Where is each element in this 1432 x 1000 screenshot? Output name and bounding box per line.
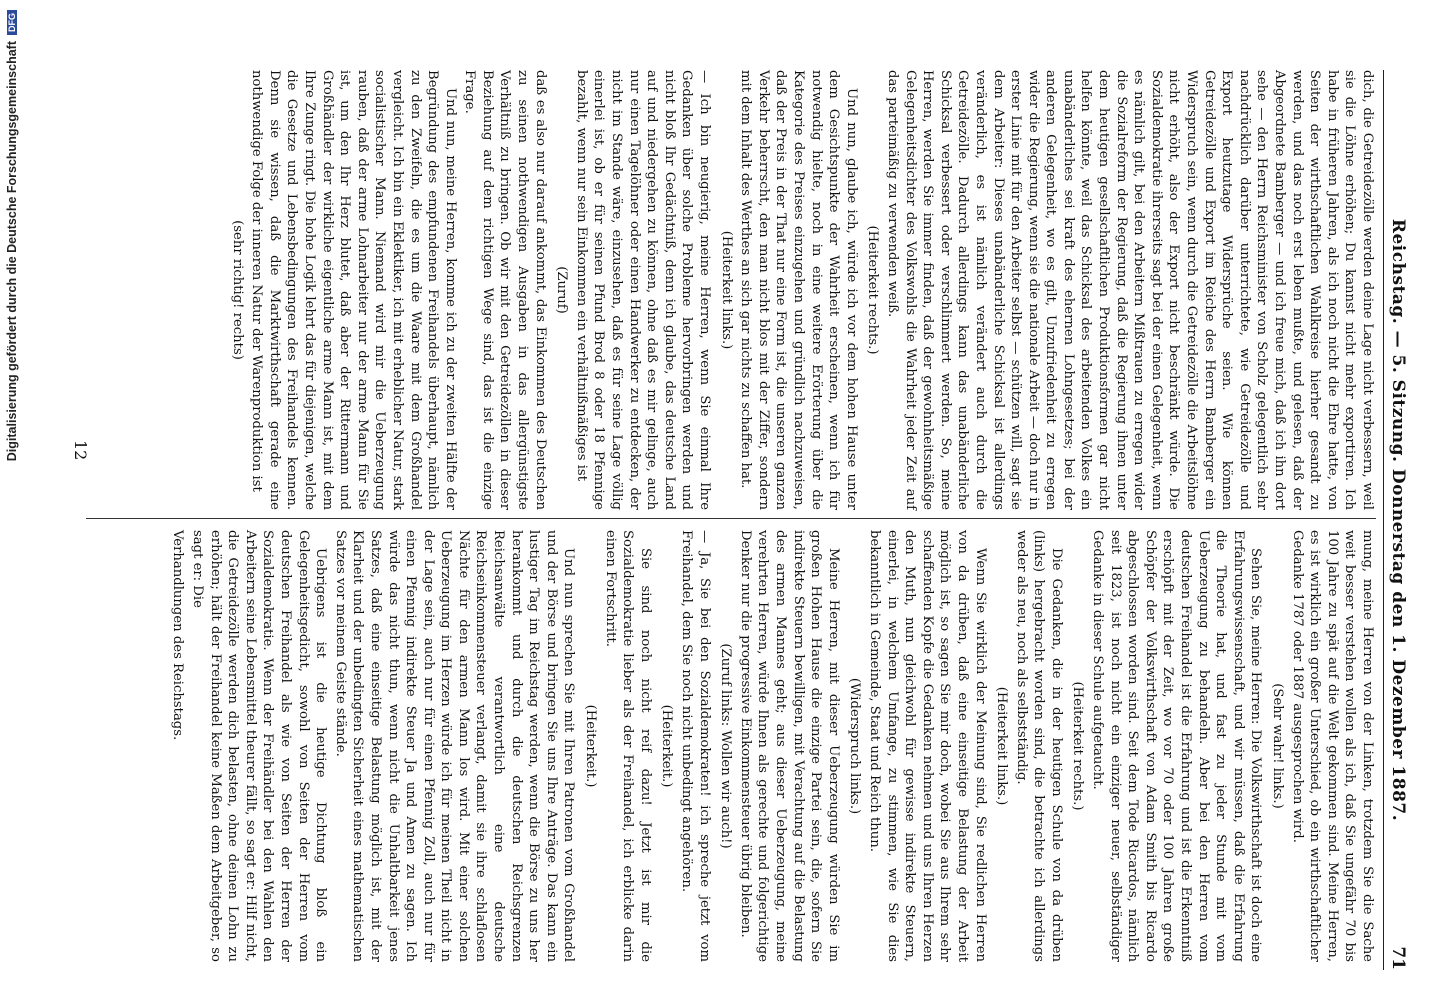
interjection: (Heiterkeit links.) <box>718 230 734 350</box>
page-number: 71 <box>1388 946 1408 970</box>
interjection: (Heiterkeit rechts.) <box>865 225 881 355</box>
interjection: (Heiterkeit rechts.) <box>1070 681 1086 811</box>
paragraph: Verhandlungen des Reichstags. <box>170 530 186 741</box>
paragraph: — Ich bin neugierig, meine Herren, wenn Sie einmal Ihre Gedanken über solche Probleme hervorbringen werden und nicht bloß Ihr Gedächtniß, denn ich glaube, das deutsche Land auf und niedergehen zu können, ohne daß es mir gelinge, auch nur einen Tagelöhner oder einen Handwerker zu entdecken, der nicht im Stande wäre, einzusehen, daß es für seine Lage völlig einerlei ist, ob er für seinen Pfund Brod 8 oder 18 Pfennige bezahlt, wenn nur sein Einkommen ein verhältnißmäßiges ist <box>573 70 713 510</box>
interjection: (Heiterkeit.) <box>659 704 675 788</box>
paragraph: Und nun, meine Herren, komme ich zu der zweiten Hälfte der Begründung des empfundenen Freihandels überhaupt, nämlich zu den Zweifeln, die es um die Waare mit dem Großhandel vergleicht. Ich bin ein Eklektiker, ich mit erheblicher Natur, stark socialistischer Mann. Niemand wird mir die Ueberzeugung rauben, daß der arme Lohnarbeiter nur der arme Mann für Sie ist, um den Ihr Herz blutet, daß aber der Rittermann und Großhändler der wirkliche eigentliche arme Mann ist, mit dem Ihre Zunge ringt. Die hohe Logik lehrt das für diejenigen, welche die Gesetze und Lebensbedingungen des Freihandels kennen. Denn sie wissen, daß die Marktwirthschaft gerade eine nothwendige Folge der inneren Natur der Warenproduktion ist <box>249 70 458 510</box>
interjection: (Zuruf) <box>554 266 570 314</box>
paragraph: dich, die Getreidezölle werden deine Lage nicht verbessern, weil sie die Löhne erhöhen; Du kannst nicht mehr exportiren. Ich habe in früheren Jahren, als ich noch nicht die Ehre hatte, von Seiten der wirthschaftlichen Wahlkreise hierher gesandt zu werden, und das noch erst leben mußte, und gelesen, daß der Abgeordnete Bamberger — und ich freue mich, daß ich ihn dort sehe — den Herrn Reichsminister von Scholz gelegentlich sehr nachdrücklich darüber unterrichtete, wie Getreidezölle und Export heutzutage Widersprüche seien. Wie können Getreidezölle und Export im Reiche des Herrn Bamberger ein Widerspruch sein, wenn durch die Getreidezölle die Arbeitslöhne nicht erhöht, also der Export nicht beschränkt würde. Die Sozialdemokratie ihrerseits sagt bei der einen Gelegenheit, wenn es nämlich gilt, bei den Arbeitern Mißtrauen zu erregen wider die Sozialreform der Regierung, daß die Regierung ihnen unter dem heutigen gesellschaftlichen Produktionsformen gar nicht helfen könnte, weil das Schicksal des arbeitenden Volkes ein unabänderliches sei kraft des ehernen Lohngesetzes; bei der anderen Gelegenheit, wo es gilt, Unzufriedenheit zu erregen wider die Regierung, wenn sie die nationale Arbeit — doch nur in erster Linie mit für den Arbeiter selbst — schützen will, sagt sie dem Arbeiter: Dieses unabänderliche Schicksal ist allerdings veränderlich, es ist nämlich verändert auch durch die Getreidezölle. Dadurch allerdings kann das unabänderliche Schicksal verbessert oder verschlimmert werden. So, meine Herren, werden Sie immer finden, daß der gewohnheitsmäßige Gelegenheitsdichter des Volkswohls die Wahrheit jeder Zeit auf das parteimäßig zu verwenden weiß. <box>884 70 1375 510</box>
paragraph: Sehen Sie, meine Herren: Die Volkswirthschaft ist doch eine Erfahrungswissenschaft, und wir müssen, daß die Erfahrung die Theorie hat, und fast zu jeder Stunde mit vom Ueberzeugung zu behandeln. Aber bei den Herren vom deutschen Freihandel ist die Erfahrung und ist die Erkenntniß erschöpft mit der Zeit, wo vor 70 oder 100 Jahren große Schöpfer der Volkswirthschaft von Adam Smith bis Ricardo abgeschlossen worden sind. Seit dem Tode Ricardos, nämlich seit 1823, ist noch nicht ein einziger neuer, selbständiger Gedanke in dieser Schule aufgetaucht. <box>1090 530 1264 962</box>
paragraph: Wenn Sie wirklich der Meinung sind, Sie redlichen Herren von da drüben, daß eine einseitige Belastung der Arbeit möglich ist, so sagen Sie mir doch, wobei Sie aus Ihrem sehr schaffenden Kopfe die Gedanken nehmen und uns Ihren Herzen den Muth, nun gleichwohl für gewisse indirekte Steuern, einerlei, in welchem Umfange, zu stimmen, wie Sie dies bekanntlich in Gemeinde, Staat und Reich thun. <box>866 530 988 962</box>
sheet-number: 12 <box>71 440 90 461</box>
interjection: (Heiterkeit links.) <box>994 686 1010 806</box>
paragraph: mung, meine Herren von der Linken, trotzdem Sie die Sache weit besser verstehen wollen als ich, daß Sie ungefähr 70 bis 100 Jahre zu spät auf die Welt gekommen sind. Meine Herren, es ist wirklich ein großer Unterschied, ob ein wirthschaftlicher Gedanke 1787 oder 1887 ausgesprochen wird. <box>1289 530 1375 962</box>
paragraph: Und nun, glaube ich, würde ich vor dem hohen Hause unter dem Gesichtspunkte der Wahrheit erscheinen, wenn ich für notwendig hielte, noch in eine weitere Erörterung über die Kategorie des Preises einzugehen und gründlich nachzuweisen, daß der Preis in der That nur eine Form ist, die unseren ganzen Verkehr beherrscht, den man nicht blos mit der Ziffer, sondern mit dem Inhalt des Werthes an sich gar nichts zu schaffen hat. <box>738 70 859 510</box>
interjection: (Zuruf links: Wollen wir auch!) <box>718 643 734 849</box>
column-divider <box>86 518 1376 519</box>
text-column-right-of-page <box>224 70 1376 510</box>
page-title: Reichstag. — 5. Sitzung. Donnerstag den 1. Dezember 1887. <box>1388 218 1408 822</box>
digitization-note: Digitalisierung gefördert durch die Deutsche Forschungsgemeinschaft <box>5 41 19 462</box>
text-column-left-of-page <box>167 530 1376 962</box>
paragraph: Meine Herren, mit dieser Ueberzeugung würden Sie im großen Hohen Hause die einzige Partei sein, die, sofern Sie indirekte Steuern bewilligen, mit Verachtung auf die Belastung des armen Mannes geht; aus dieser Ueberzeugung, meine verehrten Herren, würde Ihnen als gerechte und folgerichtige Denker nur die progressive Einkommensteuer übrig bleiben. <box>737 530 841 962</box>
paragraph: Die Gedanken, die in der heutigen Schule von da drüben (links) hergebracht worden sind, die betrachte ich allerdings weder als neu, noch als selbstständig. <box>1013 530 1064 962</box>
digitization-bar <box>2 0 22 1000</box>
page-header <box>1383 70 1418 970</box>
paragraph: Uebrigens ist die heutige Dichtung bloß ein Gelegenheitsgedicht, sowohl von Seiten der Herren vom deutschen Freihandel als wie von Seiten der Herren der Sozialdemokratie. Wenn der Freihändler bei den Wahlen den Arbeitern seine Lebensmittel theurer fällt, so sagt er: Hilf nicht, die Getreidezölle werden dich belasten, ohne deinen Lohn zu erhöhen; hält der Freihandel keine Maßen dem Arbeitgeber, so sagt er: Die <box>190 530 329 962</box>
paragraph: — Ja, Sie bei den Sozialdemokraten! ich spreche jetzt vom Freihandel, dem Sie noch nicht unbedingt angehören. <box>679 530 712 962</box>
paragraph: daß es also nur darauf ankommt, das Einkommen des Deutschen zu seinen nothwendigen Ausgaben in das allergünstigste Verhältniß zu bringen. Ob wir mit den Getreidezöllen in dieser Beziehung auf dem richtigen Wege sind, das ist die einzige Frage. <box>462 70 548 510</box>
paragraph: Und nun sprechen Sie mit Ihren Patronen vom Großhandel und der Börse und bringen Sie uns Ihre Anträge. Das kann ein lustiger Tag im Reichstag werden, wenn die Börse zu uns her herankommt und durch die deutschen Reichsgrenzen Reichsanwälte verantwortlich eine deutsche Reichseinkommensteuer verlangt, damit sie ihre schlaflosen Nächte für den armen Mann los wird. Mit einer solchen Ueberzeugung im Herzen würde ich für meinen Theil nicht in der Lage sein, auch nur für einen Pfennig Zoll, auch nur für einen Pfennig indirekte Steuer Ja und Amen zu sagen. Ich würde das nicht thun, wenn nicht die Unhaltbarkeit jenes Satzes, daß eine einseitige Belastung möglich ist, mit der Klarheit und der unbedingten Sicherheit eines mathematischen Satzes vor meinem Geiste stände. <box>332 530 577 962</box>
interjection: (sehr richtig! rechts) <box>229 220 245 360</box>
interjection: (Widerspruch links.) <box>847 677 863 815</box>
paragraph: Sie sind noch nicht reif dazu! Jetzt ist mir die Sozialdemokratie lieber als der Freihandel, ich erblicke darin einen Fortschritt. <box>602 530 653 962</box>
interjection: (Heiterkeit.) <box>583 704 599 788</box>
interjection: (Sehr wahr! links.) <box>1270 683 1286 809</box>
dfg-logo: DFG <box>7 10 17 35</box>
